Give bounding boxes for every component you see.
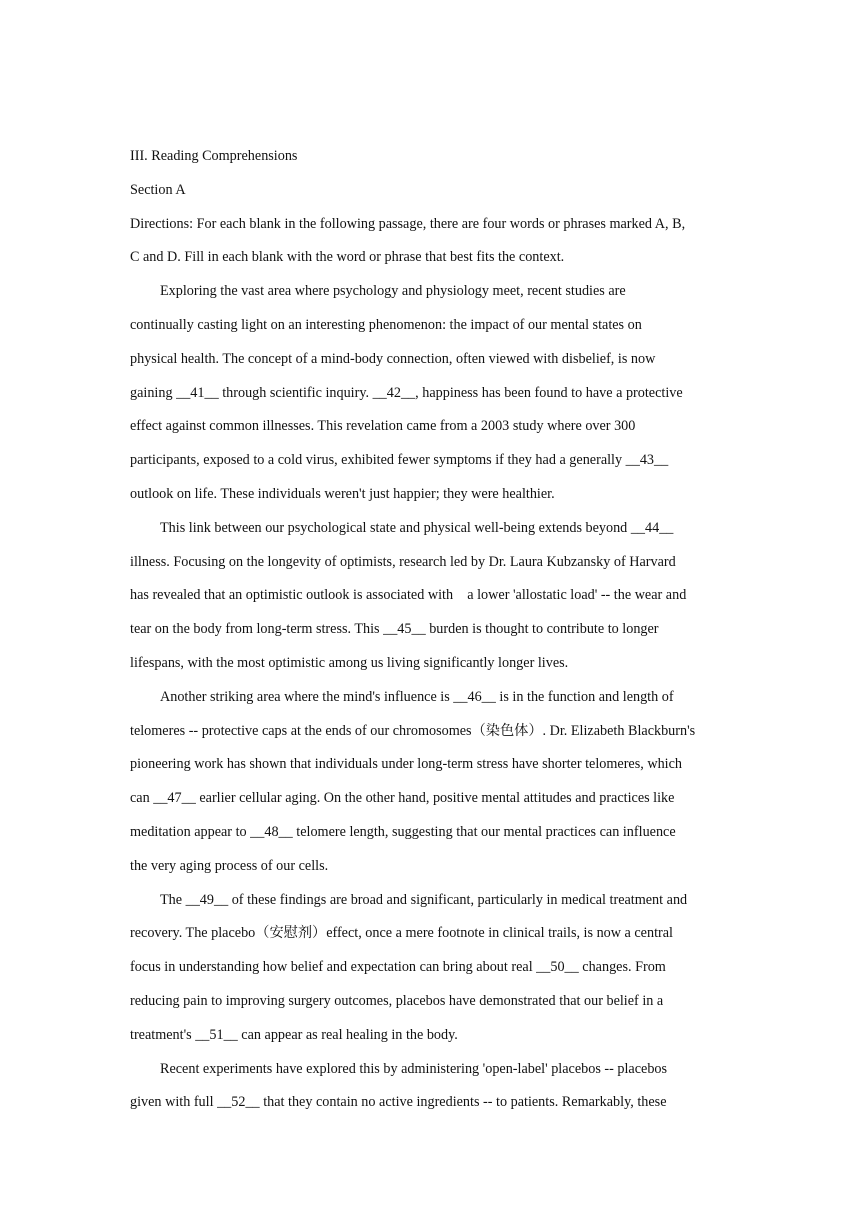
paragraph-line: telomeres -- protective caps at the ends of our chromosomes（染色体）. Dr. Elizabeth Blackburn's <box>130 722 696 739</box>
paragraph-line: can __47__ earlier cellular aging. On the other hand, positive mental attitudes and practices like <box>130 790 675 807</box>
paragraph-line: Exploring the vast area where psychology and physiology meet, recent studies are <box>160 283 626 300</box>
paragraph-line: illness. Focusing on the longevity of optimists, research led by Dr. Laura Kubzansky of Harvard <box>130 553 676 570</box>
directions-line: C and D. Fill in each blank with the word or phrase that best fits the context. <box>130 249 565 266</box>
paragraph-line: Recent experiments have explored this by administering 'open-label' placebos -- placebos <box>160 1060 668 1077</box>
paragraph-line: treatment's __51__ can appear as real healing in the body. <box>130 1026 458 1043</box>
paragraph-line: the very aging process of our cells. <box>130 857 329 874</box>
directions-line: Directions: For each blank in the following passage, there are four words or phrases marked A, B, <box>130 215 686 232</box>
paragraph-line: meditation appear to __48__ telomere length, suggesting that our mental practices can influence <box>130 823 676 840</box>
paragraph-line: physical health. The concept of a mind-body connection, often viewed with disbelief, is now <box>130 350 656 367</box>
paragraph-line: outlook on life. These individuals weren't just happier; they were healthier. <box>130 485 555 502</box>
paragraph-line: The __49__ of these findings are broad and significant, particularly in medical treatment and <box>160 891 688 908</box>
paragraph-line: This link between our psychological state and physical well-being extends beyond __44__ <box>160 519 674 536</box>
paragraph-line: gaining __41__ through scientific inquiry. __42__, happiness has been found to have a protective <box>130 384 683 401</box>
paragraph-line: reducing pain to improving surgery outcomes, placebos have demonstrated that our belief in a <box>130 992 664 1009</box>
paragraph-line: tear on the body from long-term stress. This __45__ burden is thought to contribute to longer <box>130 621 659 638</box>
paragraph-line: Another striking area where the mind's influence is __46__ is in the function and length of <box>160 688 674 705</box>
paragraph-line: pioneering work has shown that individuals under long-term stress have shorter telomeres, which <box>130 756 683 773</box>
document-page <box>130 140 736 1120</box>
paragraph-line: continually casting light on an interesting phenomenon: the impact of our mental states on <box>130 316 642 333</box>
paragraph-line: effect against common illnesses. This revelation came from a 2003 study where over 300 <box>130 418 636 435</box>
paragraph-line: lifespans, with the most optimistic among us living significantly longer lives. <box>130 654 569 671</box>
section-heading: III. Reading Comprehensions <box>130 148 298 164</box>
paragraph-line: focus in understanding how belief and expectation can bring about real __50__ changes. From <box>130 959 666 976</box>
paragraph-line: has revealed that an optimistic outlook is associated with a lower 'allostatic load' -- the wear and <box>130 587 687 604</box>
paragraph-line: recovery. The placebo（安慰剂）effect, once a mere footnote in clinical trails, is now a central <box>130 925 673 942</box>
section-subheading: Section A <box>130 181 186 198</box>
paragraph-line: given with full __52__ that they contain no active ingredients -- to patients. Remarkably, these <box>130 1094 667 1111</box>
paragraph-line: participants, exposed to a cold virus, exhibited fewer symptoms if they had a generally __43__ <box>130 452 669 469</box>
